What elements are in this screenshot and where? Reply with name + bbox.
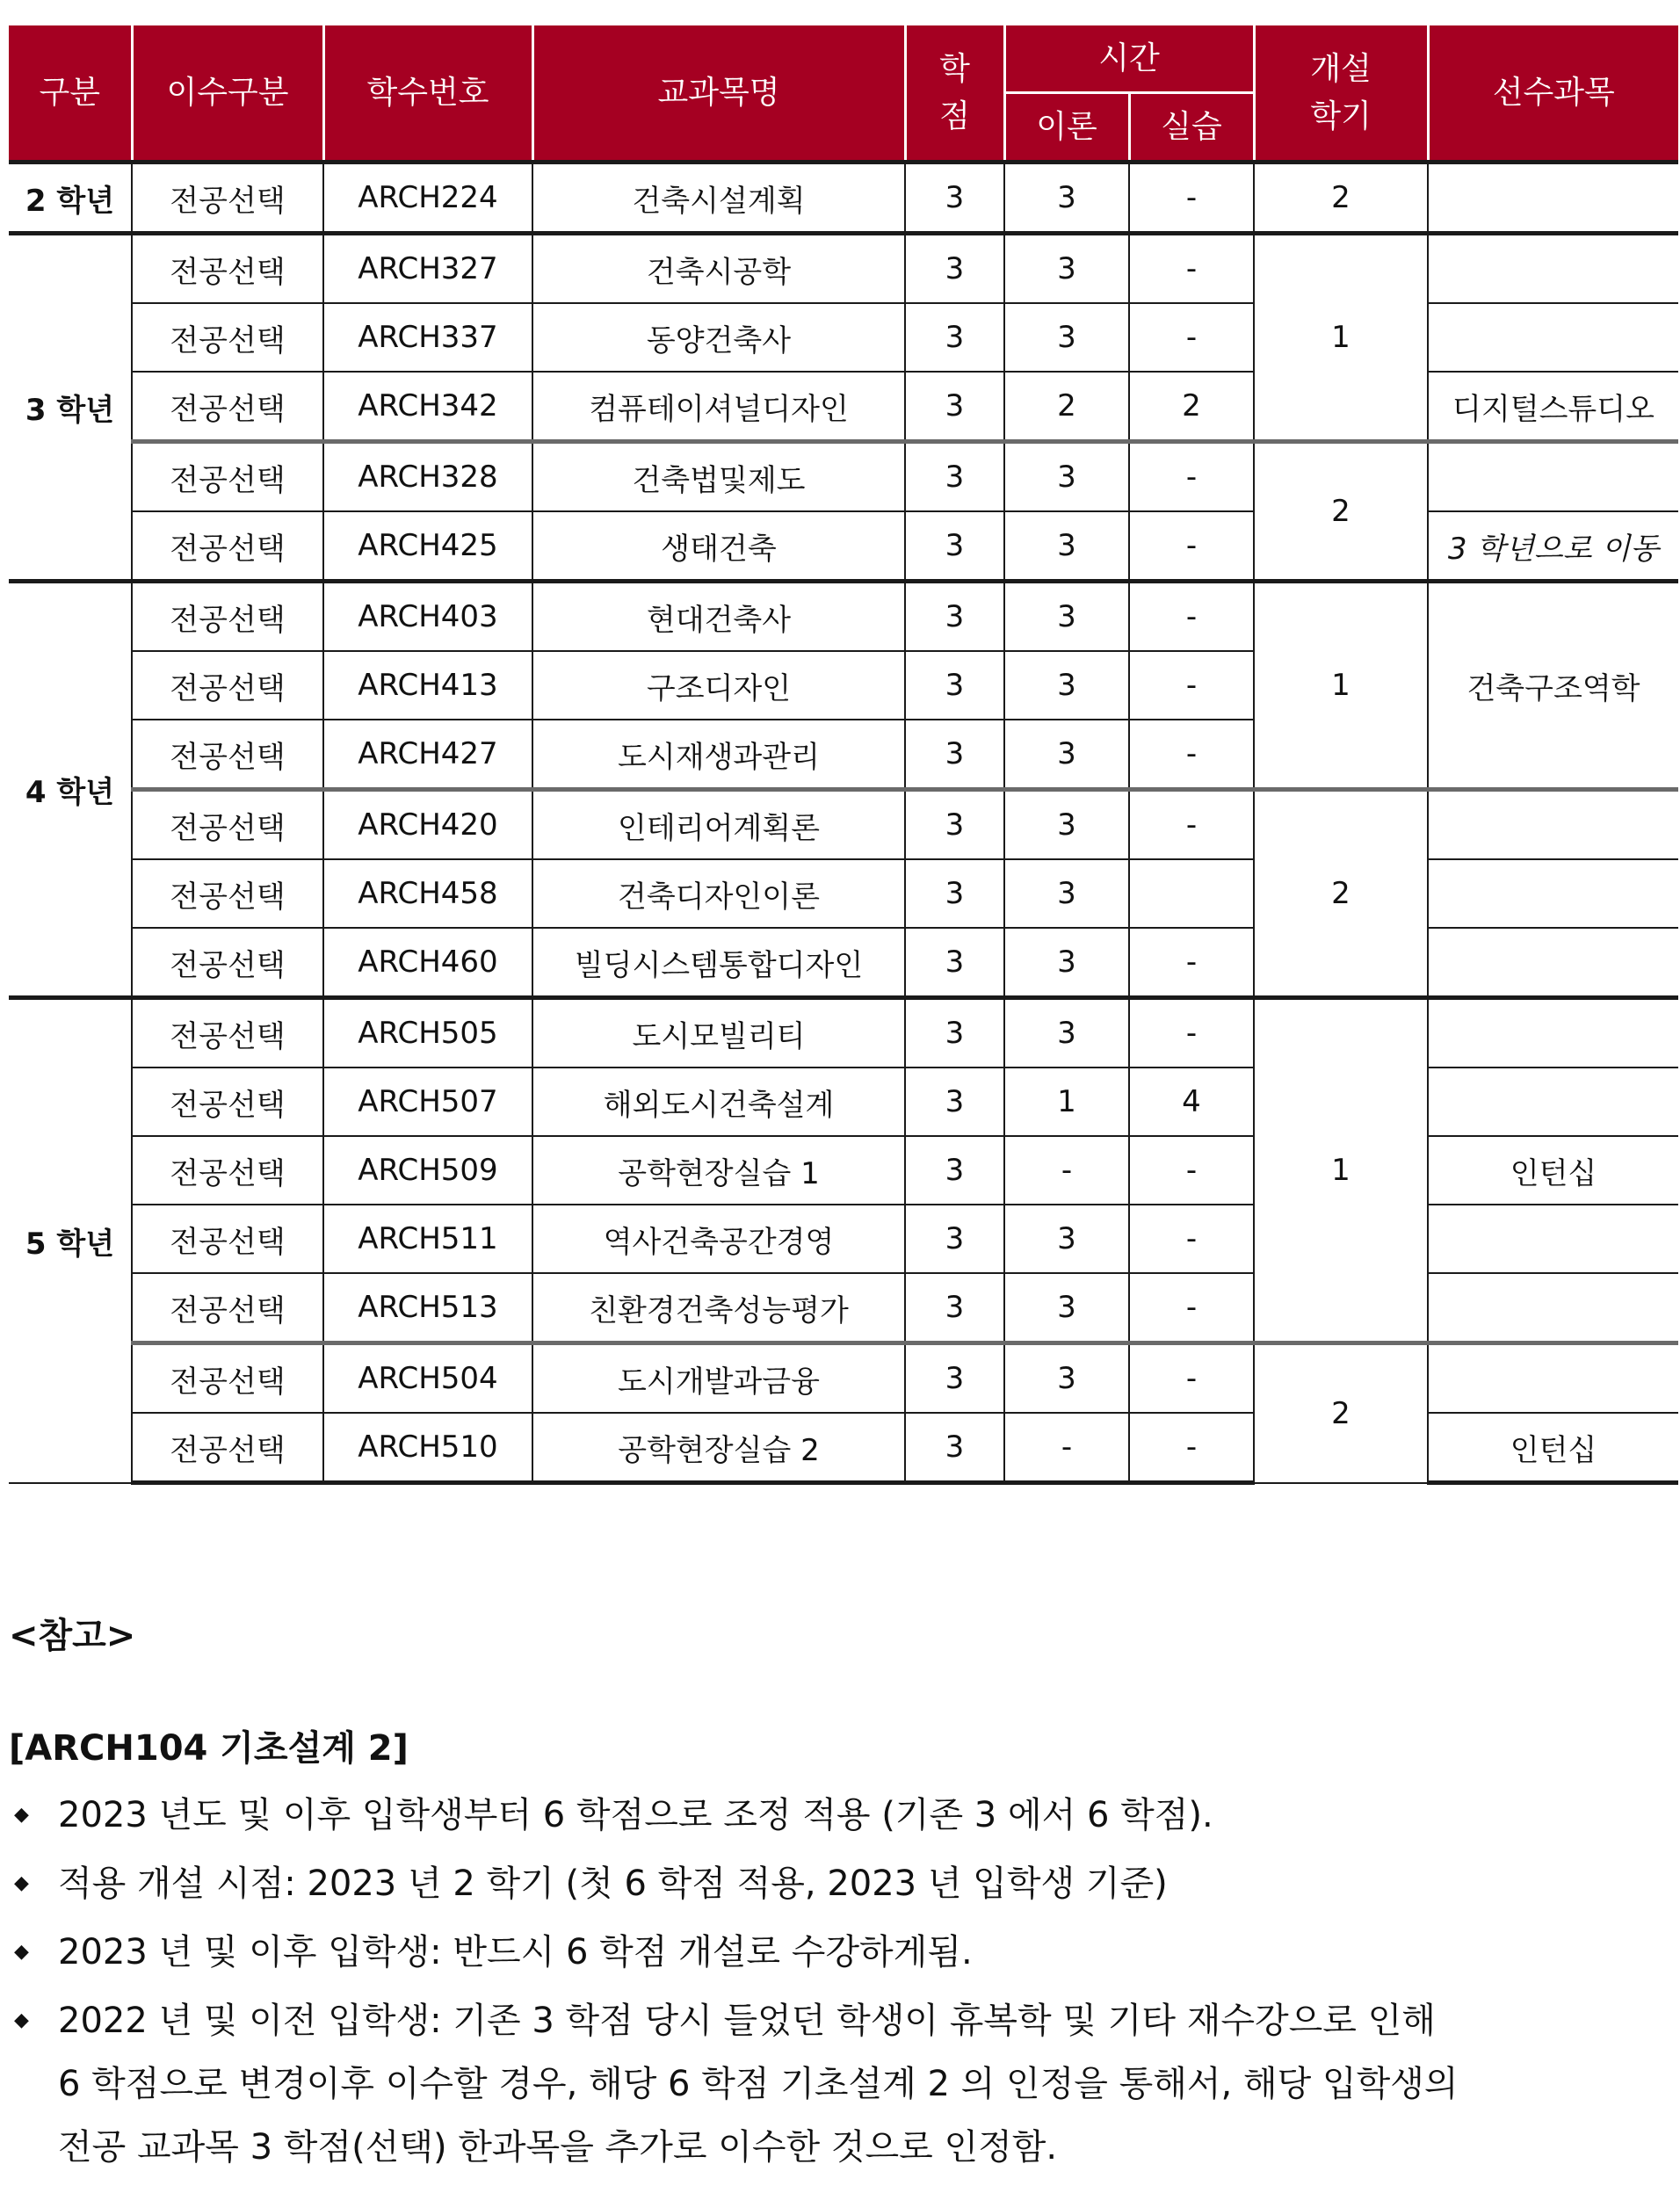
credit-cell: 3 [905,720,1004,790]
course-code-cell: ARCH511 [323,1205,532,1273]
prerequisite-cell [1428,442,1678,512]
theory-hours-cell: 3 [1004,582,1129,652]
prerequisite-cell [1428,928,1678,998]
notes-subtitle: [ARCH104 기초설계 2] [9,1728,409,1769]
category-cell: 전공선택 [132,1413,323,1483]
course-row [9,859,1678,928]
header-code: 학수번호 [323,25,532,163]
prerequisite-cell: 인턴십 [1428,1136,1678,1205]
prerequisite-cell [1428,234,1678,304]
course-name-cell: 도시개발과금융 [532,1343,905,1414]
course-row [9,1068,1678,1136]
credit-cell: 3 [905,303,1004,372]
note-item [9,1989,1661,2179]
category-cell: 전공선택 [132,303,323,372]
header-credit-line1: 학 [939,50,970,87]
course-code-cell: ARCH509 [323,1136,532,1205]
header-hours: 시간 [1004,25,1254,93]
header-theory: 이론 [1004,93,1129,163]
prerequisite-cell [1428,1068,1678,1136]
theory-hours-cell: 1 [1004,1068,1129,1136]
prerequisite-cell [1428,998,1678,1068]
header-practice: 실습 [1129,93,1254,163]
theory-hours-cell: - [1004,1136,1129,1205]
header-year: 구분 [9,25,132,163]
course-code-cell: ARCH420 [323,790,532,860]
practice-hours-cell: - [1129,511,1254,582]
course-row [9,1136,1678,1205]
course-row [9,163,1678,234]
category-cell: 전공선택 [132,372,323,442]
practice-hours-cell: 4 [1129,1068,1254,1136]
course-code-cell: ARCH337 [323,303,532,372]
course-code-cell: ARCH427 [323,720,532,790]
theory-hours-cell: 3 [1004,511,1129,582]
prerequisite-cell [1428,303,1678,372]
notes-title: <참고> [9,1616,136,1656]
header-semester-line1: 개설 [1310,50,1372,87]
course-code-cell: ARCH505 [323,998,532,1068]
course-code-cell: ARCH507 [323,1068,532,1136]
category-cell: 전공선택 [132,163,323,234]
practice-hours-cell: - [1129,1343,1254,1414]
course-code-cell: ARCH513 [323,1273,532,1343]
course-name-cell: 해외도시건축설계 [532,1068,905,1136]
course-row [9,303,1678,372]
course-name-cell: 도시재생과관리 [532,720,905,790]
category-cell: 전공선택 [132,998,323,1068]
course-row [9,234,1678,304]
prerequisite-cell [1428,1343,1678,1414]
category-cell: 전공선택 [132,442,323,512]
course-name-cell: 공학현장실습 2 [532,1413,905,1483]
credit-cell: 3 [905,651,1004,720]
course-code-cell: ARCH327 [323,234,532,304]
diamond-bullet-icon: ◆ [14,1804,29,1826]
year-cell: 3 학년 [9,234,132,582]
course-code-cell: ARCH403 [323,582,532,652]
diamond-bullet-icon: ◆ [14,2009,29,2031]
year-cell: 5 학년 [9,998,132,1483]
prerequisite-cell: 건축구조역학 [1428,582,1678,790]
course-row [9,511,1678,582]
course-code-cell: ARCH460 [323,928,532,998]
course-name-cell: 컴퓨테이셔널디자인 [532,372,905,442]
category-cell: 전공선택 [132,1343,323,1414]
category-cell: 전공선택 [132,234,323,304]
course-row [9,1413,1678,1483]
theory-hours-cell: 3 [1004,1343,1129,1414]
category-cell: 전공선택 [132,1068,323,1136]
theory-hours-cell: 3 [1004,163,1129,234]
prerequisite-cell: 3 학년으로 이동 [1428,511,1678,582]
prerequisite-cell [1428,790,1678,860]
course-name-cell: 친환경건축성능평가 [532,1273,905,1343]
prerequisite-cell: 인턴십 [1428,1413,1678,1483]
course-table-body [9,163,1678,1483]
header-course-name: 교과목명 [532,25,905,163]
practice-hours-cell: - [1129,790,1254,860]
prerequisite-cell [1428,859,1678,928]
practice-hours-cell: - [1129,928,1254,998]
credit-cell: 3 [905,1343,1004,1414]
note-item [9,1784,1661,1847]
credit-cell: 3 [905,442,1004,512]
prerequisite-cell [1428,163,1678,234]
practice-hours-cell: - [1129,998,1254,1068]
note-line: 적용 개설 시점: 2023 년 2 학기 (첫 6 학점 적용, 2023 년 입학생 기준) [58,1864,1168,1904]
practice-hours-cell: - [1129,1205,1254,1273]
credit-cell: 3 [905,511,1004,582]
credit-cell: 3 [905,998,1004,1068]
category-cell: 전공선택 [132,651,323,720]
theory-hours-cell: 3 [1004,1205,1129,1273]
practice-hours-cell [1129,859,1254,928]
semester-cell: 2 [1254,790,1428,998]
prerequisite-cell [1428,1205,1678,1273]
prerequisite-cell [1428,1273,1678,1343]
note-item [9,1921,1661,1984]
course-name-cell: 건축디자인이론 [532,859,905,928]
credit-cell: 3 [905,582,1004,652]
semester-cell: 1 [1254,234,1428,442]
theory-hours-cell: 3 [1004,442,1129,512]
course-code-cell: ARCH328 [323,442,532,512]
course-row [9,372,1678,442]
semester-cell: 1 [1254,582,1428,790]
practice-hours-cell: - [1129,582,1254,652]
theory-hours-cell: 3 [1004,303,1129,372]
credit-cell: 3 [905,1205,1004,1273]
practice-hours-cell: 2 [1129,372,1254,442]
practice-hours-cell: - [1129,303,1254,372]
course-name-cell: 건축시설계획 [532,163,905,234]
course-code-cell: ARCH510 [323,1413,532,1483]
course-name-cell: 생태건축 [532,511,905,582]
course-code-cell: ARCH224 [323,163,532,234]
header-semester [1254,25,1428,163]
theory-hours-cell: 3 [1004,651,1129,720]
note-line: 전공 교과목 3 학점(선택) 한과목을 추가로 이수한 것으로 인정함. [58,2127,1058,2168]
theory-hours-cell: 3 [1004,998,1129,1068]
category-cell: 전공선택 [132,720,323,790]
practice-hours-cell: - [1129,163,1254,234]
note-item [9,1852,1661,1915]
practice-hours-cell: - [1129,720,1254,790]
header-credit [905,25,1004,163]
practice-hours-cell: - [1129,1273,1254,1343]
course-code-cell: ARCH413 [323,651,532,720]
course-name-cell: 현대건축사 [532,582,905,652]
theory-hours-cell: 2 [1004,372,1129,442]
course-code-cell: ARCH425 [323,511,532,582]
course-row [9,1205,1678,1273]
theory-hours-cell: 3 [1004,234,1129,304]
semester-cell: 2 [1254,163,1428,234]
course-row [9,442,1678,512]
category-cell: 전공선택 [132,511,323,582]
theory-hours-cell: - [1004,1413,1129,1483]
category-cell: 전공선택 [132,1136,323,1205]
course-row [9,582,1678,652]
semester-cell: 2 [1254,1343,1428,1483]
theory-hours-cell: 3 [1004,1273,1129,1343]
category-cell: 전공선택 [132,928,323,998]
course-name-cell: 빌딩시스템통합디자인 [532,928,905,998]
credit-cell: 3 [905,1068,1004,1136]
diamond-bullet-icon: ◆ [14,1872,29,1894]
course-row [9,998,1678,1068]
course-name-cell: 동양건축사 [532,303,905,372]
course-code-cell: ARCH504 [323,1343,532,1414]
course-table [9,23,1678,1485]
practice-hours-cell: - [1129,1136,1254,1205]
year-cell: 4 학년 [9,582,132,998]
course-name-cell: 도시모빌리티 [532,998,905,1068]
note-line: 6 학점으로 변경이후 이수할 경우, 해당 6 학점 기초설계 2 의 인정을 통해서, 해당 입학생의 [58,2064,1459,2104]
note-line: 2022 년 및 이전 입학생: 기존 3 학점 당시 들었던 학생이 휴복학 및 기타 재수강으로 인해 [58,2001,1436,2041]
practice-hours-cell: - [1129,651,1254,720]
credit-cell: 3 [905,1273,1004,1343]
credit-cell: 3 [905,928,1004,998]
practice-hours-cell: - [1129,1413,1254,1483]
category-cell: 전공선택 [132,790,323,860]
header-credit-line2: 점 [939,98,970,134]
diamond-bullet-icon: ◆ [14,1941,29,1963]
credit-cell: 3 [905,859,1004,928]
course-code-cell: ARCH342 [323,372,532,442]
course-row [9,928,1678,998]
year-cell: 2 학년 [9,163,132,234]
category-cell: 전공선택 [132,859,323,928]
category-cell: 전공선택 [132,1273,323,1343]
course-row [9,1273,1678,1343]
course-name-cell: 건축법및제도 [532,442,905,512]
header-semester-line2: 학기 [1310,98,1372,134]
header-prerequisite: 선수과목 [1428,25,1678,163]
course-name-cell: 인테리어계획론 [532,790,905,860]
credit-cell: 3 [905,163,1004,234]
theory-hours-cell: 3 [1004,790,1129,860]
credit-cell: 3 [905,234,1004,304]
header-category: 이수구분 [132,25,323,163]
credit-cell: 3 [905,790,1004,860]
course-name-cell: 구조디자인 [532,651,905,720]
course-code-cell: ARCH458 [323,859,532,928]
theory-hours-cell: 3 [1004,859,1129,928]
category-cell: 전공선택 [132,1205,323,1273]
theory-hours-cell: 3 [1004,928,1129,998]
theory-hours-cell: 3 [1004,720,1129,790]
note-line: 2023 년도 및 이후 입학생부터 6 학점으로 조정 적용 (기존 3 에서 6 학점). [58,1795,1213,1835]
notes-list [9,1784,1661,2184]
semester-cell: 1 [1254,998,1428,1343]
course-row [9,790,1678,860]
prerequisite-cell: 디지털스튜디오 [1428,372,1678,442]
semester-cell: 2 [1254,442,1428,582]
credit-cell: 3 [905,372,1004,442]
credit-cell: 3 [905,1136,1004,1205]
practice-hours-cell: - [1129,442,1254,512]
practice-hours-cell: - [1129,234,1254,304]
credit-cell: 3 [905,1413,1004,1483]
course-row [9,1343,1678,1414]
course-name-cell: 건축시공학 [532,234,905,304]
course-name-cell: 공학현장실습 1 [532,1136,905,1205]
note-line: 2023 년 및 이후 입학생: 반드시 6 학점 개설로 수강하게됨. [58,1932,973,1972]
category-cell: 전공선택 [132,582,323,652]
course-name-cell: 역사건축공간경영 [532,1205,905,1273]
